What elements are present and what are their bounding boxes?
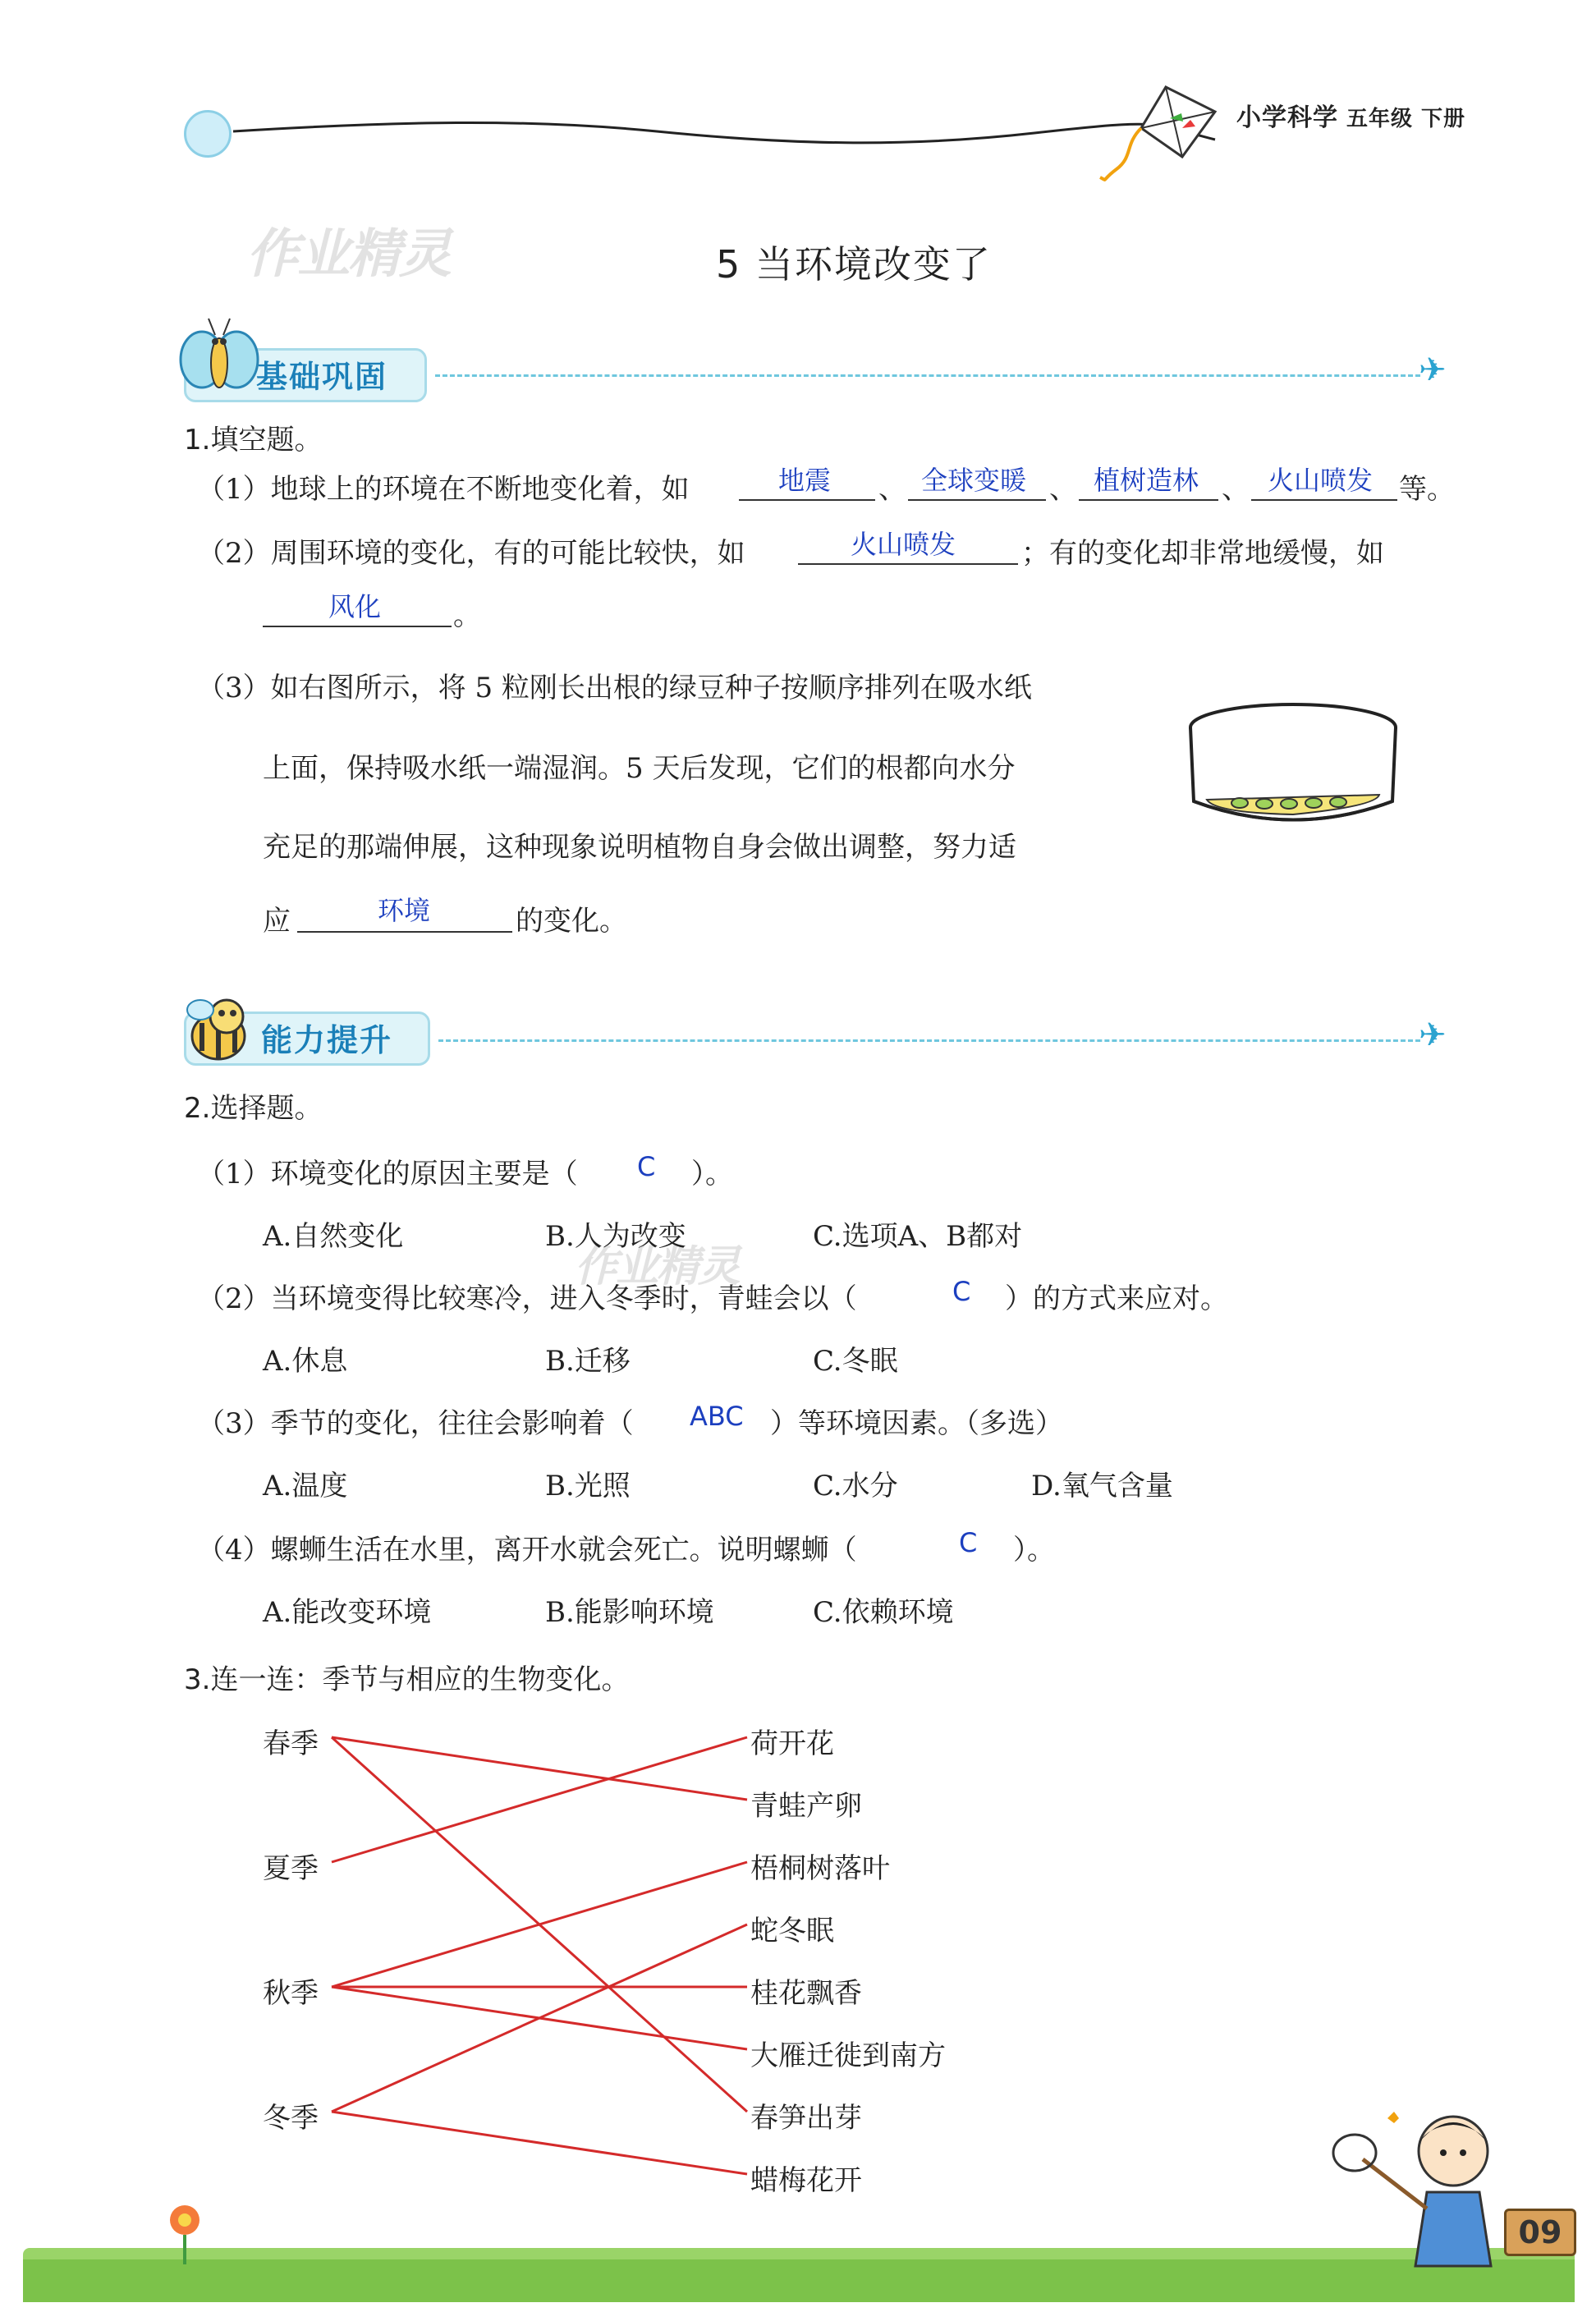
section-title-advanced: 能力提升 xyxy=(261,1022,393,1058)
change-frog-spawn: 青蛙产卵 xyxy=(750,1790,862,1823)
watermark: 作业精灵 xyxy=(246,224,450,285)
watermark: 作业精灵 xyxy=(575,1242,740,1291)
change-snake-hibernate: 蛇冬眠 xyxy=(750,1915,834,1947)
q1-3-line-2: 上面，保持吸水纸一端湿润。5 天后发现，它们的根都向水分 xyxy=(263,752,1016,785)
q2-2-stem-suffix: ）的方式来应对。 xyxy=(1005,1282,1228,1315)
season-summer: 夏季 xyxy=(263,1852,319,1885)
header-subject: 小学科学 xyxy=(1236,103,1338,132)
q2-1-stem-suffix: ）。 xyxy=(691,1158,733,1190)
header-volume: 下册 xyxy=(1421,107,1466,131)
airplane-icon: ✈ xyxy=(1419,351,1447,389)
change-wintersweet: 蜡梅花开 xyxy=(750,2164,862,2197)
q1-2-suffix: 。 xyxy=(453,599,481,632)
section-title-basic: 基础巩固 xyxy=(256,359,388,395)
change-bamboo-shoots: 春笋出芽 xyxy=(750,2102,862,2135)
q2-2-option-c: C.冬眠 xyxy=(813,1345,898,1378)
q2-3-option-b: B.光照 xyxy=(545,1470,631,1502)
season-winter: 冬季 xyxy=(263,2102,319,2135)
q1-3-line-1: （3）如右图所示，将 5 粒刚长出根的绿豆种子按顺序排列在吸水纸 xyxy=(197,672,1032,704)
q1-1-suffix: 等。 xyxy=(1399,473,1455,506)
q1-2-answer-2: 风化 xyxy=(328,591,382,622)
flower-icon xyxy=(156,2200,213,2266)
change-leaves-fall: 梧桐树落叶 xyxy=(750,1852,890,1885)
q2-1-stem-prefix: （1）环境变化的原因主要是（ xyxy=(197,1158,578,1190)
q1-1-separator: 、 xyxy=(1049,473,1077,506)
header-grade: 五年级 xyxy=(1346,107,1414,131)
page-title: 5 当环境改变了 xyxy=(716,242,992,287)
match-line xyxy=(332,1862,747,1987)
q2-1-option-c: C.选项A、B都对 xyxy=(813,1220,1023,1253)
q2-4-option-b: B.能影响环境 xyxy=(545,1596,714,1629)
q2-4-option-a: A.能改变环境 xyxy=(263,1596,432,1629)
q2-4-stem-suffix: ）。 xyxy=(1013,1534,1055,1567)
q1-1-answer-1: 地震 xyxy=(778,465,832,496)
q2-3-option-a: A.温度 xyxy=(263,1470,348,1502)
q2-2-answer: C xyxy=(952,1276,971,1307)
q2-2-option-b: B.迁移 xyxy=(545,1345,631,1378)
q1-1-separator: 、 xyxy=(878,473,906,506)
question-2-heading: 2.选择题。 xyxy=(184,1092,323,1125)
q2-2-option-a: A.休息 xyxy=(263,1345,348,1378)
q2-3-option-d: D.氧气含量 xyxy=(1031,1470,1173,1502)
q1-3-line-3: 充足的那端伸展，这种现象说明植物自身会做出调整，努力适 xyxy=(263,831,1016,864)
q2-3-answer: ABC xyxy=(690,1401,744,1432)
q1-2-mid: ；有的变化却非常地缓慢，如 xyxy=(1021,537,1384,570)
page-number: 09 xyxy=(1504,2209,1576,2256)
q2-1-option-b: B.人为改变 xyxy=(545,1220,686,1253)
question-1-heading: 1.填空题。 xyxy=(184,424,323,456)
q1-2-prefix: （2）周围环境的变化，有的可能比较快，如 xyxy=(197,537,745,570)
match-line xyxy=(332,1924,747,2112)
q2-4-answer: C xyxy=(959,1527,978,1558)
q2-3-option-c: C.水分 xyxy=(813,1470,898,1502)
q1-3-line-4-suffix: 的变化。 xyxy=(516,905,627,938)
q1-1-separator: 、 xyxy=(1222,473,1250,506)
q2-3-stem-prefix: （3）季节的变化，往往会影响着（ xyxy=(197,1407,634,1440)
match-line xyxy=(332,1737,747,1800)
q1-2-answer-1: 火山喷发 xyxy=(851,529,956,560)
question-3-heading: 3.连一连：季节与相应的生物变化。 xyxy=(184,1663,630,1696)
q2-2-stem-prefix: （2）当环境变得比较寒冷，进入冬季时，青蛙会以（ xyxy=(197,1282,857,1315)
q2-3-stem-suffix: ）等环境因素。（多选） xyxy=(770,1407,1063,1440)
match-line xyxy=(332,1737,747,1862)
q1-1-answer-3: 植树造林 xyxy=(1094,465,1199,496)
q2-1-option-a: A.自然变化 xyxy=(263,1220,404,1253)
q1-1-answer-4: 火山喷发 xyxy=(1268,465,1374,496)
q1-3-answer: 环境 xyxy=(378,895,431,926)
q1-1-answer-2: 全球变暖 xyxy=(921,465,1027,496)
match-line xyxy=(332,2112,747,2174)
q2-4-option-c: C.依赖环境 xyxy=(813,1596,954,1629)
airplane-icon: ✈ xyxy=(1419,1016,1447,1054)
girl-with-net-icon xyxy=(1330,2102,1502,2299)
season-spring: 春季 xyxy=(263,1727,319,1760)
change-osmanthus: 桂花飘香 xyxy=(750,1977,862,2010)
q1-3-line-4-prefix: 应 xyxy=(263,905,291,938)
change-geese-migrate: 大雁迁徙到南方 xyxy=(750,2039,946,2072)
q1-1-prefix: （1）地球上的环境在不断地变化着，如 xyxy=(197,473,690,506)
q2-1-answer: C xyxy=(637,1151,656,1182)
change-lotus-bloom: 荷开花 xyxy=(750,1727,834,1760)
season-autumn: 秋季 xyxy=(263,1977,319,2010)
q2-4-stem-prefix: （4）螺蛳生活在水里，离开水就会死亡。说明螺蛳（ xyxy=(197,1534,857,1567)
